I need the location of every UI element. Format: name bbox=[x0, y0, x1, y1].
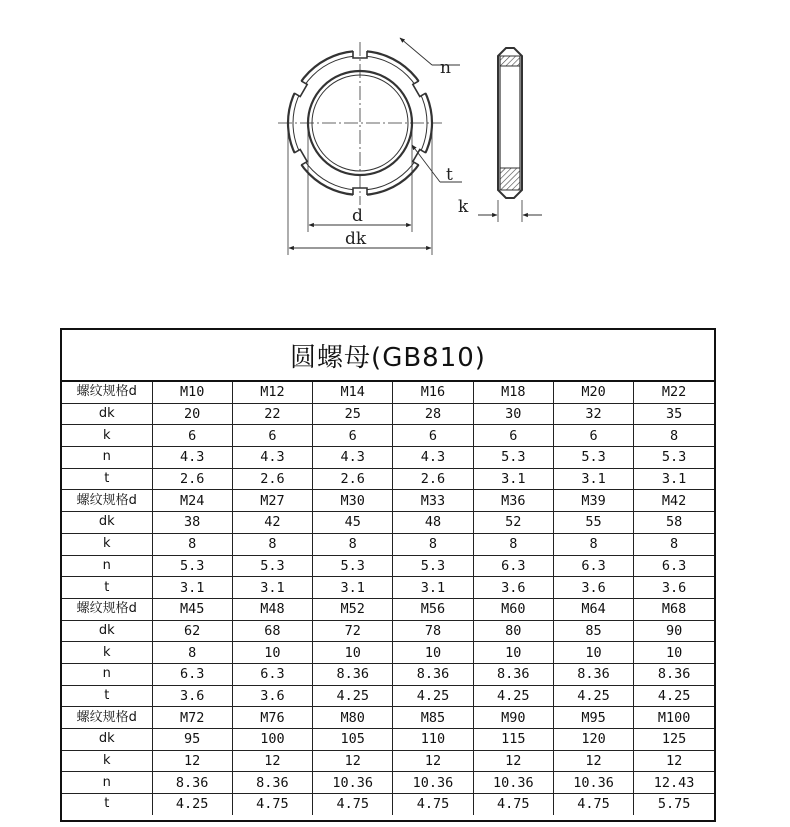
row-label: t bbox=[62, 468, 152, 490]
spec-table bbox=[60, 328, 716, 822]
table-cell: 100 bbox=[232, 729, 312, 751]
table-cell: 12 bbox=[473, 750, 553, 772]
table-cell: 6.3 bbox=[152, 663, 232, 685]
table-cell: 8.36 bbox=[553, 663, 633, 685]
table-cell: 3.6 bbox=[634, 577, 714, 599]
table-cell: 58 bbox=[634, 512, 714, 534]
table-row bbox=[62, 620, 714, 642]
round-nut-drawing bbox=[0, 0, 790, 290]
table-row bbox=[62, 555, 714, 577]
table-cell: 3.6 bbox=[553, 577, 633, 599]
table-row bbox=[62, 382, 714, 403]
table-cell: 3.6 bbox=[152, 685, 232, 707]
table-cell: 115 bbox=[473, 729, 553, 751]
table-cell: 4.25 bbox=[473, 685, 553, 707]
table-cell: 8.36 bbox=[152, 772, 232, 794]
section-hatch-bottom bbox=[500, 168, 520, 190]
table-row bbox=[62, 663, 714, 685]
table-cell: 3.1 bbox=[232, 577, 312, 599]
label-n: n bbox=[440, 58, 451, 78]
table-cell: 4.3 bbox=[393, 447, 473, 469]
table-cell: 22 bbox=[232, 403, 312, 425]
table-cell: M16 bbox=[393, 382, 473, 403]
row-label: k bbox=[62, 533, 152, 555]
table-cell: 28 bbox=[393, 403, 473, 425]
table-title: 圆螺母(GB810) bbox=[62, 330, 714, 382]
table-cell: M95 bbox=[553, 707, 633, 729]
table-cell: 105 bbox=[313, 729, 393, 751]
table-row bbox=[62, 403, 714, 425]
table-cell: 6 bbox=[393, 425, 473, 447]
table-cell: M39 bbox=[553, 490, 633, 512]
table-cell: 3.6 bbox=[232, 685, 312, 707]
table-cell: 8 bbox=[313, 533, 393, 555]
table-cell: 3.6 bbox=[473, 577, 553, 599]
table-cell: 68 bbox=[232, 620, 312, 642]
table-cell: 42 bbox=[232, 512, 312, 534]
table-cell: 62 bbox=[152, 620, 232, 642]
row-label: 螺纹规格d bbox=[62, 598, 152, 620]
table-cell: 5.3 bbox=[393, 555, 473, 577]
table-row bbox=[62, 598, 714, 620]
table-row bbox=[62, 512, 714, 534]
table-cell: 4.25 bbox=[393, 685, 473, 707]
table-cell: 6.3 bbox=[553, 555, 633, 577]
table-cell: 10 bbox=[232, 642, 312, 664]
table-cell: 12 bbox=[232, 750, 312, 772]
table-cell: 5.3 bbox=[313, 555, 393, 577]
label-d: d bbox=[352, 206, 363, 226]
table-cell: M24 bbox=[152, 490, 232, 512]
table-cell: 4.3 bbox=[152, 447, 232, 469]
table-cell: M48 bbox=[232, 598, 312, 620]
table-cell: 3.1 bbox=[393, 577, 473, 599]
table-cell: 4.3 bbox=[232, 447, 312, 469]
table-cell: 45 bbox=[313, 512, 393, 534]
row-label: dk bbox=[62, 512, 152, 534]
table-row bbox=[62, 707, 714, 729]
row-label: k bbox=[62, 750, 152, 772]
row-label: dk bbox=[62, 620, 152, 642]
table-cell: 10 bbox=[473, 642, 553, 664]
label-dk: dk bbox=[345, 229, 367, 249]
row-label: k bbox=[62, 425, 152, 447]
table-cell: 120 bbox=[553, 729, 633, 751]
table-cell: 90 bbox=[634, 620, 714, 642]
table-cell: M100 bbox=[634, 707, 714, 729]
table-row bbox=[62, 750, 714, 772]
table-cell: 95 bbox=[152, 729, 232, 751]
table-cell: 32 bbox=[553, 403, 633, 425]
table-cell: 3.1 bbox=[313, 577, 393, 599]
table-cell: 12 bbox=[152, 750, 232, 772]
table-cell: 6.3 bbox=[634, 555, 714, 577]
table-cell: 6 bbox=[553, 425, 633, 447]
table-cell: 4.25 bbox=[152, 794, 232, 815]
table-cell: 4.75 bbox=[232, 794, 312, 815]
table-cell: 8.36 bbox=[393, 663, 473, 685]
table-cell: 10 bbox=[313, 642, 393, 664]
table-cell: 125 bbox=[634, 729, 714, 751]
table-cell: 3.1 bbox=[473, 468, 553, 490]
table-cell: 4.25 bbox=[634, 685, 714, 707]
table-cell: 8 bbox=[473, 533, 553, 555]
table-cell: 8 bbox=[553, 533, 633, 555]
table-cell: 8.36 bbox=[634, 663, 714, 685]
table-cell: M12 bbox=[232, 382, 312, 403]
table-row bbox=[62, 490, 714, 512]
row-label: n bbox=[62, 555, 152, 577]
table-cell: 12 bbox=[313, 750, 393, 772]
table-cell: 6.3 bbox=[232, 663, 312, 685]
table-cell: 85 bbox=[553, 620, 633, 642]
table-cell: 6 bbox=[232, 425, 312, 447]
table-cell: 4.25 bbox=[553, 685, 633, 707]
table-cell: 4.75 bbox=[553, 794, 633, 815]
table-cell: 55 bbox=[553, 512, 633, 534]
row-label: n bbox=[62, 663, 152, 685]
row-label: dk bbox=[62, 403, 152, 425]
table-cell: 52 bbox=[473, 512, 553, 534]
table-cell: 6 bbox=[473, 425, 553, 447]
table-row bbox=[62, 533, 714, 555]
slot-left bbox=[292, 80, 307, 97]
table-cell: 5.75 bbox=[634, 794, 714, 815]
table-cell: 8 bbox=[634, 425, 714, 447]
table-row bbox=[62, 729, 714, 751]
label-k: k bbox=[458, 197, 469, 217]
table-row bbox=[62, 447, 714, 469]
table-row bbox=[62, 794, 714, 815]
table-cell: 4.75 bbox=[473, 794, 553, 815]
slot-bottom-right bbox=[413, 149, 428, 166]
table-cell: 6.3 bbox=[473, 555, 553, 577]
table-cell: 8.36 bbox=[473, 663, 553, 685]
table-cell: 2.6 bbox=[232, 468, 312, 490]
row-label: 螺纹规格d bbox=[62, 382, 152, 403]
table-cell: M52 bbox=[313, 598, 393, 620]
spec-table-grid bbox=[62, 382, 714, 815]
table-cell: 12 bbox=[634, 750, 714, 772]
table-cell: 10.36 bbox=[313, 772, 393, 794]
row-label: dk bbox=[62, 729, 152, 751]
table-row bbox=[62, 425, 714, 447]
section-hatch-top bbox=[500, 56, 520, 66]
table-cell: M27 bbox=[232, 490, 312, 512]
table-cell: M90 bbox=[473, 707, 553, 729]
table-cell: M56 bbox=[393, 598, 473, 620]
table-cell: 8 bbox=[634, 533, 714, 555]
table-cell: M72 bbox=[152, 707, 232, 729]
table-cell: 10.36 bbox=[393, 772, 473, 794]
table-cell: 78 bbox=[393, 620, 473, 642]
row-label: 螺纹规格d bbox=[62, 490, 152, 512]
table-cell: M68 bbox=[634, 598, 714, 620]
table-cell: M85 bbox=[393, 707, 473, 729]
table-cell: 4.75 bbox=[393, 794, 473, 815]
table-cell: 2.6 bbox=[393, 468, 473, 490]
table-row bbox=[62, 642, 714, 664]
table-cell: 8 bbox=[393, 533, 473, 555]
table-cell: 12 bbox=[393, 750, 473, 772]
table-cell: 10 bbox=[553, 642, 633, 664]
table-cell: M30 bbox=[313, 490, 393, 512]
table-cell: 3.1 bbox=[553, 468, 633, 490]
table-cell: 2.6 bbox=[152, 468, 232, 490]
table-cell: 4.3 bbox=[313, 447, 393, 469]
table-cell: M60 bbox=[473, 598, 553, 620]
side-view bbox=[478, 48, 542, 222]
table-cell: 72 bbox=[313, 620, 393, 642]
front-view bbox=[278, 38, 462, 255]
table-cell: 4.75 bbox=[313, 794, 393, 815]
table-cell: 3.1 bbox=[152, 577, 232, 599]
table-cell: 4.25 bbox=[313, 685, 393, 707]
row-label: 螺纹规格d bbox=[62, 707, 152, 729]
table-cell: M33 bbox=[393, 490, 473, 512]
table-cell: 38 bbox=[152, 512, 232, 534]
table-cell: 12 bbox=[553, 750, 633, 772]
table-cell: 10.36 bbox=[473, 772, 553, 794]
table-cell: 80 bbox=[473, 620, 553, 642]
table-cell: 3.1 bbox=[634, 468, 714, 490]
table-cell: 10.36 bbox=[553, 772, 633, 794]
table-cell: 2.6 bbox=[313, 468, 393, 490]
table-cell: 20 bbox=[152, 403, 232, 425]
slot-bottom-left bbox=[292, 149, 307, 166]
table-cell: 8.36 bbox=[313, 663, 393, 685]
table-row bbox=[62, 685, 714, 707]
table-cell: 5.3 bbox=[232, 555, 312, 577]
row-label: n bbox=[62, 772, 152, 794]
row-label: k bbox=[62, 642, 152, 664]
table-cell: 8 bbox=[152, 533, 232, 555]
table-cell: 5.3 bbox=[473, 447, 553, 469]
table-cell: 10 bbox=[393, 642, 473, 664]
table-cell: M76 bbox=[232, 707, 312, 729]
table-cell: M22 bbox=[634, 382, 714, 403]
table-cell: 10 bbox=[634, 642, 714, 664]
table-cell: M20 bbox=[553, 382, 633, 403]
n-leader bbox=[400, 38, 432, 65]
row-label: n bbox=[62, 447, 152, 469]
row-label: t bbox=[62, 577, 152, 599]
table-row bbox=[62, 468, 714, 490]
table-cell: M36 bbox=[473, 490, 553, 512]
table-row bbox=[62, 577, 714, 599]
table-cell: 5.3 bbox=[152, 555, 232, 577]
table-row bbox=[62, 772, 714, 794]
table-cell: 30 bbox=[473, 403, 553, 425]
table-cell: 6 bbox=[152, 425, 232, 447]
table-cell: 8 bbox=[232, 533, 312, 555]
table-cell: M10 bbox=[152, 382, 232, 403]
table-cell: 12.43 bbox=[634, 772, 714, 794]
table-cell: M80 bbox=[313, 707, 393, 729]
row-label: t bbox=[62, 685, 152, 707]
label-t: t bbox=[446, 165, 453, 185]
table-cell: 8 bbox=[152, 642, 232, 664]
table-cell: M14 bbox=[313, 382, 393, 403]
table-cell: 5.3 bbox=[634, 447, 714, 469]
table-cell: 35 bbox=[634, 403, 714, 425]
table-cell: 5.3 bbox=[553, 447, 633, 469]
row-label: t bbox=[62, 794, 152, 815]
slot-right bbox=[413, 80, 428, 97]
table-cell: M42 bbox=[634, 490, 714, 512]
table-cell: M18 bbox=[473, 382, 553, 403]
table-cell: M45 bbox=[152, 598, 232, 620]
table-cell: M64 bbox=[553, 598, 633, 620]
table-cell: 110 bbox=[393, 729, 473, 751]
table-cell: 6 bbox=[313, 425, 393, 447]
table-cell: 48 bbox=[393, 512, 473, 534]
table-cell: 8.36 bbox=[232, 772, 312, 794]
table-cell: 25 bbox=[313, 403, 393, 425]
